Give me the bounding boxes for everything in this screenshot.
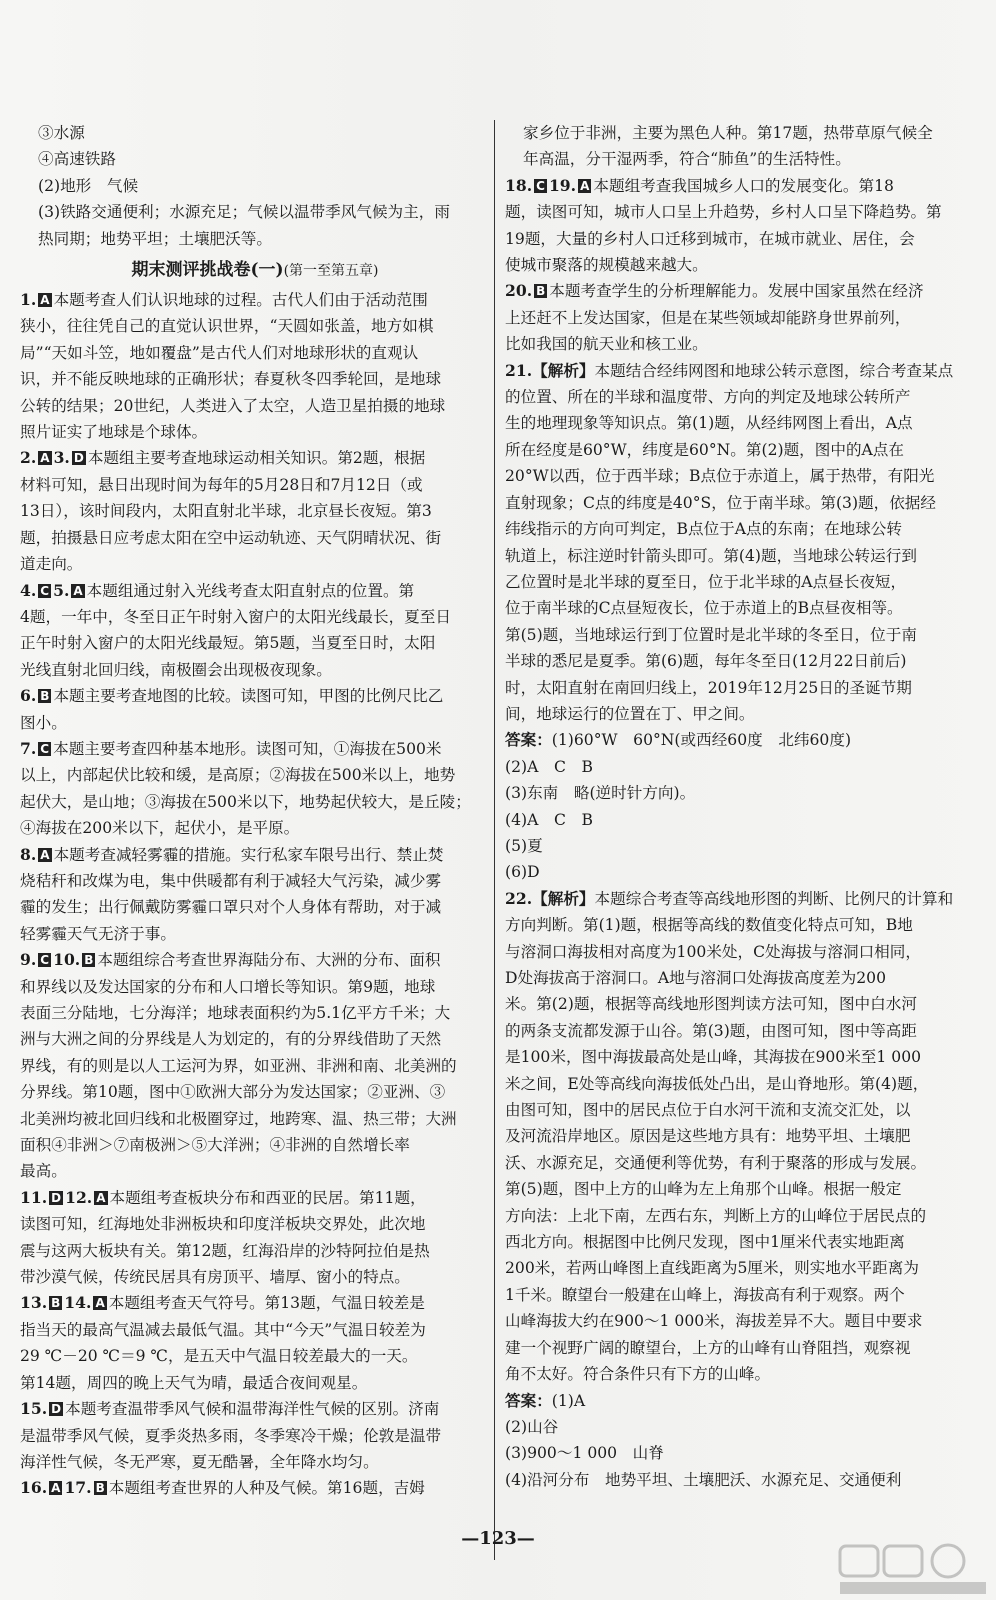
text-line [20,921,490,947]
answer-badge: A [580,178,590,193]
text-line [505,173,967,199]
question-q1 [20,287,490,445]
text-line [505,252,967,278]
text-content: 题，读图可知，城市人口呈上升趋势，乡村人口呈下降趋势。第 [505,203,942,222]
text-content: ④海拔在200米以下，起伏小，是平原。 [20,819,300,838]
answer-badge: D [73,451,84,466]
text-line [505,1255,967,1281]
text-line [20,974,490,1000]
question-number: 2. [20,448,37,468]
text-line [505,1282,967,1308]
answer-text: (5)夏 [505,836,543,855]
text-line [505,331,967,357]
answer-badge: A [40,451,50,466]
question-number: 10. [53,950,81,970]
text-content: 及河流沿岸地区。原因是这些地方具有：地势平坦、土壤肥 [505,1127,911,1146]
answer-line [505,833,967,859]
text-line: (3)铁路交通便利；水源充足；气候以温带季风气候为主，雨 [38,203,450,222]
text-content: 洲与大洲之间的分界线是人为划定的，有的分界线借助了天然 [20,1030,442,1049]
text-line [20,1158,490,1184]
left-questions [20,287,490,1502]
text-content: 建一个视野广阔的瞭望台，上方的山峰有山脊阻挡，观察视 [505,1338,911,1357]
text-content: 霾的发生；出行佩戴防雾霾口罩只对个人身体有帮助，对于减 [20,898,442,917]
text-line [505,305,967,331]
text-line: ③水源 [38,124,85,142]
text-content: 本题组考查世界的人种及气候。第16题，吉姆 [108,1479,425,1498]
text-content: 角不太好。符合条件只有下方的山峰。 [505,1365,771,1384]
text-content: 位于南半球的C点昼短夜长，位于赤道上的B点昼夜相等。 [505,599,903,618]
text-line [20,472,490,498]
answer-line [505,780,967,806]
question-number: 8. [20,844,37,864]
text-content: 米之间，E处等高线向海拔低处凸出，是山脊地形。第(4)题， [505,1074,929,1093]
question-number: 17. [64,1478,92,1498]
text-line [505,965,967,991]
text-content: 以上，内部起伏比较和缓，是高原；②海拔在500米以上，地势 [20,766,456,785]
answer-text: (2)山谷 [505,1417,559,1436]
text-line [20,1211,490,1237]
question-number: 16. [20,1478,48,1498]
text-line [20,445,490,471]
text-content: 上还赶不上发达国家，但是在某些领域却能跻身世界前列， [505,308,911,327]
question-q18 [505,173,967,279]
text-line [20,551,490,577]
text-content: 乙位置时是北半球的夏至日，位于北半球的A点昼长夜短， [505,572,907,591]
answer-line [505,1467,967,1493]
text-line [505,886,967,912]
text-content: 读图可知，红海地处非洲板块和印度洋板块交界处，此次地 [20,1215,426,1234]
answer-text: (6)D [505,863,540,882]
text-content: 200米，若两山峰图上直线距离为5厘米，则实地水平距离为 [505,1259,919,1278]
question-number: 18. [505,175,533,195]
text-content: 19题，大量的乡村人口迁移到城市，在城市就业、居住，会 [505,229,915,248]
text-line [505,912,967,938]
text-content: 29 ℃－20 ℃＝9 ℃，是五天中气温日较差最大的一天。 [20,1347,418,1366]
question-number: 12. [65,1187,93,1207]
answer-line [505,754,967,780]
text-content: 本题考查减轻雾霾的措施。实行私家车限号出行、禁止焚 [53,845,444,864]
text-content: 正午时射入窗户的太阳光线最短。第5题，当夏至日时，太阳 [20,634,436,653]
text-line [505,278,967,304]
answer-text: (3)东南 略(逆时针方向)。 [505,784,696,803]
question-number: 20. [505,281,533,301]
answer-badge: A [40,847,50,862]
text-content: 本题组考查我国城乡人口的发展变化。第18 [593,176,894,195]
text-line [20,419,490,445]
text-content: 纬线指示的方向可判定，B点位于A点的东南；在地球公转 [505,520,902,539]
answer-badge: C [40,583,50,598]
text-content: D处海拔高于溶洞口。A地与溶洞口处海拔高度差为200 [505,969,886,987]
text-content: 狭小，往往凭自己的直觉认识世界，“天圆如张盖，地方如棋 [20,317,434,336]
text-content: 题，拍摄悬日应考虑太阳在空中运动轨迹、天气阴晴状况、街 [20,528,442,547]
text-line [20,894,490,920]
answer-badge: B [51,1296,61,1311]
watermark-logo [838,1538,988,1598]
question-number: 9. [20,950,37,970]
text-content: 是100米，图中海拔最高处是山峰，其海拔在900米至1 000 [505,1048,922,1067]
question-number: 4. [20,580,37,600]
text-content: 海洋性气候，冬无严寒，夏无酷暑，全年降水均匀。 [20,1452,379,1471]
left-column [20,120,490,1502]
text-line [505,1018,967,1044]
text-line [505,516,967,542]
text-content: 起伏大，是山地；③海拔在500米以下，地势起伏较大，是丘陵； [20,792,471,811]
answer-line [505,807,967,833]
answer-line [505,727,967,753]
text-line [20,578,490,604]
text-content: 生的地理现象等知识点。第(1)题，从经纬网图上看出，A点 [505,414,913,433]
section-heading-sub: (第一至第五章) [283,263,379,280]
text-content: 表面三分陆地，七分海洋；地球表面积约为5.1亿平方千米；大 [20,1004,451,1022]
text-line [20,1396,490,1422]
text-content: 北美洲均被北回归线和北极圈穿过，地跨寒、温、热三带；大洲 [20,1109,457,1128]
text-line [20,1026,490,1052]
text-line [20,762,490,788]
answer-badge: B [84,953,94,968]
question-q4 [20,578,490,684]
text-content: 的位置、所在的半球和温度带、方向的判定及地球公转所产 [505,388,911,407]
question-q2 [20,445,490,577]
text-line [505,675,967,701]
text-content: 是温带季风气候，夏季炎热多雨，冬季寒冷干燥；伦敦是温带 [20,1426,442,1445]
text-content: 局”“天如斗笠，地如覆盘”是古代人们对地球形状的直观认 [20,343,419,362]
right-questions [505,173,967,1493]
text-line [505,1044,967,1070]
text-line [505,1203,967,1229]
text-line [20,1449,490,1475]
question-number: 5. [53,580,70,600]
text-content: 本题结合经纬网图和地球公转示意图，综合考查某点 [594,361,954,380]
text-line [20,340,490,366]
text-line [20,1475,490,1501]
text-line [20,1343,490,1369]
text-line [20,947,490,973]
text-line [505,410,967,436]
text-content: 烧秸秆和改煤为电，集中供暖都有利于减轻大气污染，减少雾 [20,871,442,890]
text-content: 震与这两大板块有关。第12题，红海沿岸的沙特阿拉伯是热 [20,1241,430,1260]
answer-label: 答案： [505,1390,552,1410]
text-line [20,630,490,656]
text-line [505,490,967,516]
text-line [20,1290,490,1316]
right-column [505,120,967,1493]
text-line [505,991,967,1017]
text-line [505,384,967,410]
answer-line [505,859,967,885]
text-content: 山峰海拔大约在900～1 000米，海拔差异不大。题目中要求 [505,1312,923,1331]
text-content: 间，地球运行的位置在丁、甲之间。 [505,704,755,723]
text-content: 本题主要考查地图的比较。读图可知，甲图的比例尺比乙 [53,687,444,706]
question-q13 [20,1290,490,1396]
answer-badge: A [73,583,83,598]
text-content: 指当天的最高气温减去最低气温。其中“今天”气温日较差为 [20,1320,426,1339]
question-q11 [20,1185,490,1291]
text-line [20,710,490,736]
answer-text: (1)60°W 60°N(或西经60度 北纬60度) [551,731,852,750]
text-line [505,1335,967,1361]
text-line [20,842,490,868]
answer-text: (3)900～1 000 山脊 [505,1444,664,1463]
question-number: 11. [20,1187,48,1207]
text-content: 20°W以西，位于西半球；B点位于赤道上，属于热带，有阳光 [505,467,935,486]
answer-badge: B [40,689,50,704]
text-line [505,1176,967,1202]
answer-badge: C [40,741,50,756]
text-line: 热同期；地势平坦；土壤肥沃等。 [38,229,272,248]
continued-answer [505,120,967,173]
text-line [505,437,967,463]
text-content: 本题综合考查等高线地形图的判断、比例尺的计算和 [594,889,954,908]
text-content: 识，并不能反映地球的正确形状；春夏秋冬四季轮回，是地球 [20,370,442,389]
question-number: 13. [20,1293,48,1313]
text-content: 方向判断。第(1)题，根据等高线的数值变化特点可知，B地 [505,916,913,935]
text-line [505,622,967,648]
text-line [20,815,490,841]
text-line [20,868,490,894]
text-line [505,1097,967,1123]
text-line [20,1264,490,1290]
question-number: 3. [53,448,70,468]
text-line [20,657,490,683]
text-line [20,525,490,551]
text-line [505,569,967,595]
page-number: —123— [461,1528,535,1549]
text-line [20,1317,490,1343]
text-content: 和界线以及发达国家的分布和人口增长等知识。第9题，地球 [20,977,436,996]
text-content: 半球的悉尼是夏季。第(6)题，每年冬至日(12月22日前后) [505,652,907,671]
text-content: 图小。 [20,713,67,732]
question-q21 [505,358,967,886]
question-q15 [20,1396,490,1475]
answer-badge: A [51,1481,61,1496]
answer-text: (2)A C B [505,757,593,776]
text-line [505,1308,967,1334]
text-content: 材料可知，悬日出现时间为每年的5月28日和7月12日（或 [20,475,423,494]
text-content: 第(5)题，图中上方的山峰为左上角那个山峰。根据一般定 [505,1180,902,1199]
text-line [20,1423,490,1449]
question-q22 [505,886,967,1493]
text-line [20,789,490,815]
question-number: 15. [20,1399,48,1419]
text-content: 本题组主要考查地球运动相关知识。第2题，根据 [87,449,426,468]
text-content: 光线直射北回归线，南极圈会出现极夜现象。 [20,660,332,679]
answer-badge: C [40,953,50,968]
answer-badge: B [536,284,546,299]
answer-badge: B [95,1481,105,1496]
text-content: 时，太阳直射在南回归线上，2019年12月25日的圣诞节期 [505,678,912,697]
answer-text: (4)沿河分布 地势平坦、土壤肥沃、水源充足、交通便利 [505,1470,902,1489]
text-content: 本题组综合考查世界海陆分布、大洲的分布、面积 [97,951,441,970]
question-number: 1. [20,290,37,310]
text-content: 本题考查人们认识地球的过程。古代人们由于活动范围 [53,291,428,310]
text-content: 轻雾霾天气无济于事。 [20,924,176,943]
text-content: 直射现象；C点的纬度是40°S，位于南半球。第(3)题，依据经 [505,493,936,512]
text-line [20,1238,490,1264]
text-content: 轨道上，标注逆时针箭头即可。第(4)题，当地球公转运行到 [505,546,917,565]
analysis-tag: 【解析】 [532,888,595,908]
question-q7 [20,736,490,842]
text-line [20,366,490,392]
answer-badge: D [51,1190,62,1205]
text-line [20,393,490,419]
question-number: 19. [548,175,577,195]
text-line [505,595,967,621]
text-line [20,1053,490,1079]
text-content: 使城市聚落的规模越来越大。 [505,256,708,275]
text-line [505,463,967,489]
text-content: 本题主要考查四种基本地形。读图可知，①海拔在500米 [53,739,442,758]
answer-label: 答案： [505,730,552,750]
text-content: 1千米。瞭望台一般建在山峰上，海拔高有利于观察。两个 [505,1285,905,1304]
text-content: 所在经度是60°W，纬度是60°N。第(2)题，图中的A点在 [505,440,904,459]
question-number: 21. [505,360,533,380]
section-heading [20,256,490,285]
text-line [20,287,490,313]
text-content: 最高。 [20,1162,67,1181]
question-q8 [20,842,490,948]
text-line: ④高速铁路 [38,150,116,169]
text-line [20,604,490,630]
text-line [20,1000,490,1026]
text-line [505,543,967,569]
answer-badge: D [51,1402,62,1417]
text-content: 方向法：上北下南，左西右东，判断上方的山峰位于居民点的 [505,1206,927,1225]
question-q20 [505,278,967,357]
text-line [505,1150,967,1176]
answer-line [505,1414,967,1440]
answer-badge: A [40,293,50,308]
text-line [505,358,967,384]
prev-answer-block [20,120,490,252]
text-content: 分界线。第10题，图中①欧洲大部分为发达国家；②亚洲、③ [20,1083,446,1102]
text-line [20,498,490,524]
text-content: 照片证实了地球是个球体。 [20,423,208,442]
text-line [505,199,967,225]
text-content: 本题组考查天气符号。第13题，气温日较差是 [108,1294,425,1313]
text-line [20,313,490,339]
text-line [20,1370,490,1396]
text-line [505,1123,967,1149]
answer-text: (4)A C B [505,810,593,829]
column-divider [494,120,495,1560]
text-line: 年高温，分干湿两季，符合“肺鱼”的生活特性。 [523,150,851,169]
answer-line [505,1388,967,1414]
question-number: 14. [64,1293,92,1313]
text-content: 第(5)题，当地球运行到丁位置时是北半球的冬至日，位于南 [505,625,917,644]
answer-line [505,1440,967,1466]
text-content: 的两条支流都发源于山谷。第(3)题，由图可知，图中等高距 [505,1021,917,1040]
question-number: 7. [20,738,37,758]
text-line: (2)地形 气候 [38,176,139,195]
text-content: 本题考查学生的分析理解能力。发展中国家虽然在经济 [549,282,924,301]
question-number: 6. [20,686,37,706]
text-content: 公转的结果；20世纪，人类进入了太空，人造卫星拍摄的地球 [20,396,446,415]
text-content: 沃、水源充足，交通便利等优势，有利于聚落的形成与发展。 [505,1153,927,1172]
text-line [20,736,490,762]
text-content: 道走向。 [20,555,83,574]
text-content: 米。第(2)题，根据等高线地形图判读方法可知，图中白水河 [505,995,917,1014]
text-content: 4题，一年中，冬至日正午时射入窗户的太阳光线最长，夏至日 [20,607,451,626]
text-line [20,683,490,709]
answer-text: (1)A [551,1391,586,1410]
text-content: 与溶洞口海拔相对高度为100米处，C处海拔与溶洞口相同， [505,942,921,961]
text-line [20,1185,490,1211]
answer-badge: C [536,178,545,193]
text-content: 西北方向。根据图中比例尺发现，图中1厘米代表实地距离 [505,1233,905,1252]
text-content: 本题考查温带季风气候和温带海洋性气候的区别。济南 [65,1400,440,1419]
text-line [20,1132,490,1158]
text-content: 13日），该时间段内，太阳直射北半球，北京昼长夜短。第3 [20,502,432,521]
question-q9 [20,947,490,1185]
text-content: 界线，有的则是以人工运河为界，如亚洲、非洲和南、北美洲的 [20,1056,457,1075]
text-line [505,701,967,727]
question-number: 22. [505,888,533,908]
question-q16 [20,1475,490,1501]
analysis-tag: 【解析】 [532,360,595,380]
text-line [505,1071,967,1097]
text-content: 带沙漠气候，传统民居具有房顶平、墙厚、窗小的特点。 [20,1268,410,1287]
text-content: 由图可知，图中的居民点位于白水河干流和支流交汇处，以 [505,1101,911,1120]
text-line [505,939,967,965]
text-content: 第14题，周四的晚上天气为晴，最适合夜间观星。 [20,1373,368,1392]
text-content: 本题组通过射入光线考查太阳直射点的位置。第 [86,581,415,600]
text-line [20,1079,490,1105]
text-content: 本题组考查板块分布和西亚的民居。第11题， [109,1188,426,1207]
answer-badge: A [95,1296,105,1311]
text-line [505,226,967,252]
question-q6 [20,683,490,736]
text-content: 比如我国的航天业和核工业。 [505,335,708,354]
answer-badge: A [96,1190,106,1205]
text-line: 家乡位于非洲，主要为黑色人种。第17题，热带草原气候全 [523,124,933,142]
text-line [505,1361,967,1387]
text-line [505,648,967,674]
text-line [20,1106,490,1132]
section-heading-main: 期末测评挑战卷(一) [131,260,284,281]
text-line [505,1229,967,1255]
text-content: 面积④非洲＞⑦南极洲＞⑤大洋洲；④非洲的自然增长率 [20,1136,410,1155]
